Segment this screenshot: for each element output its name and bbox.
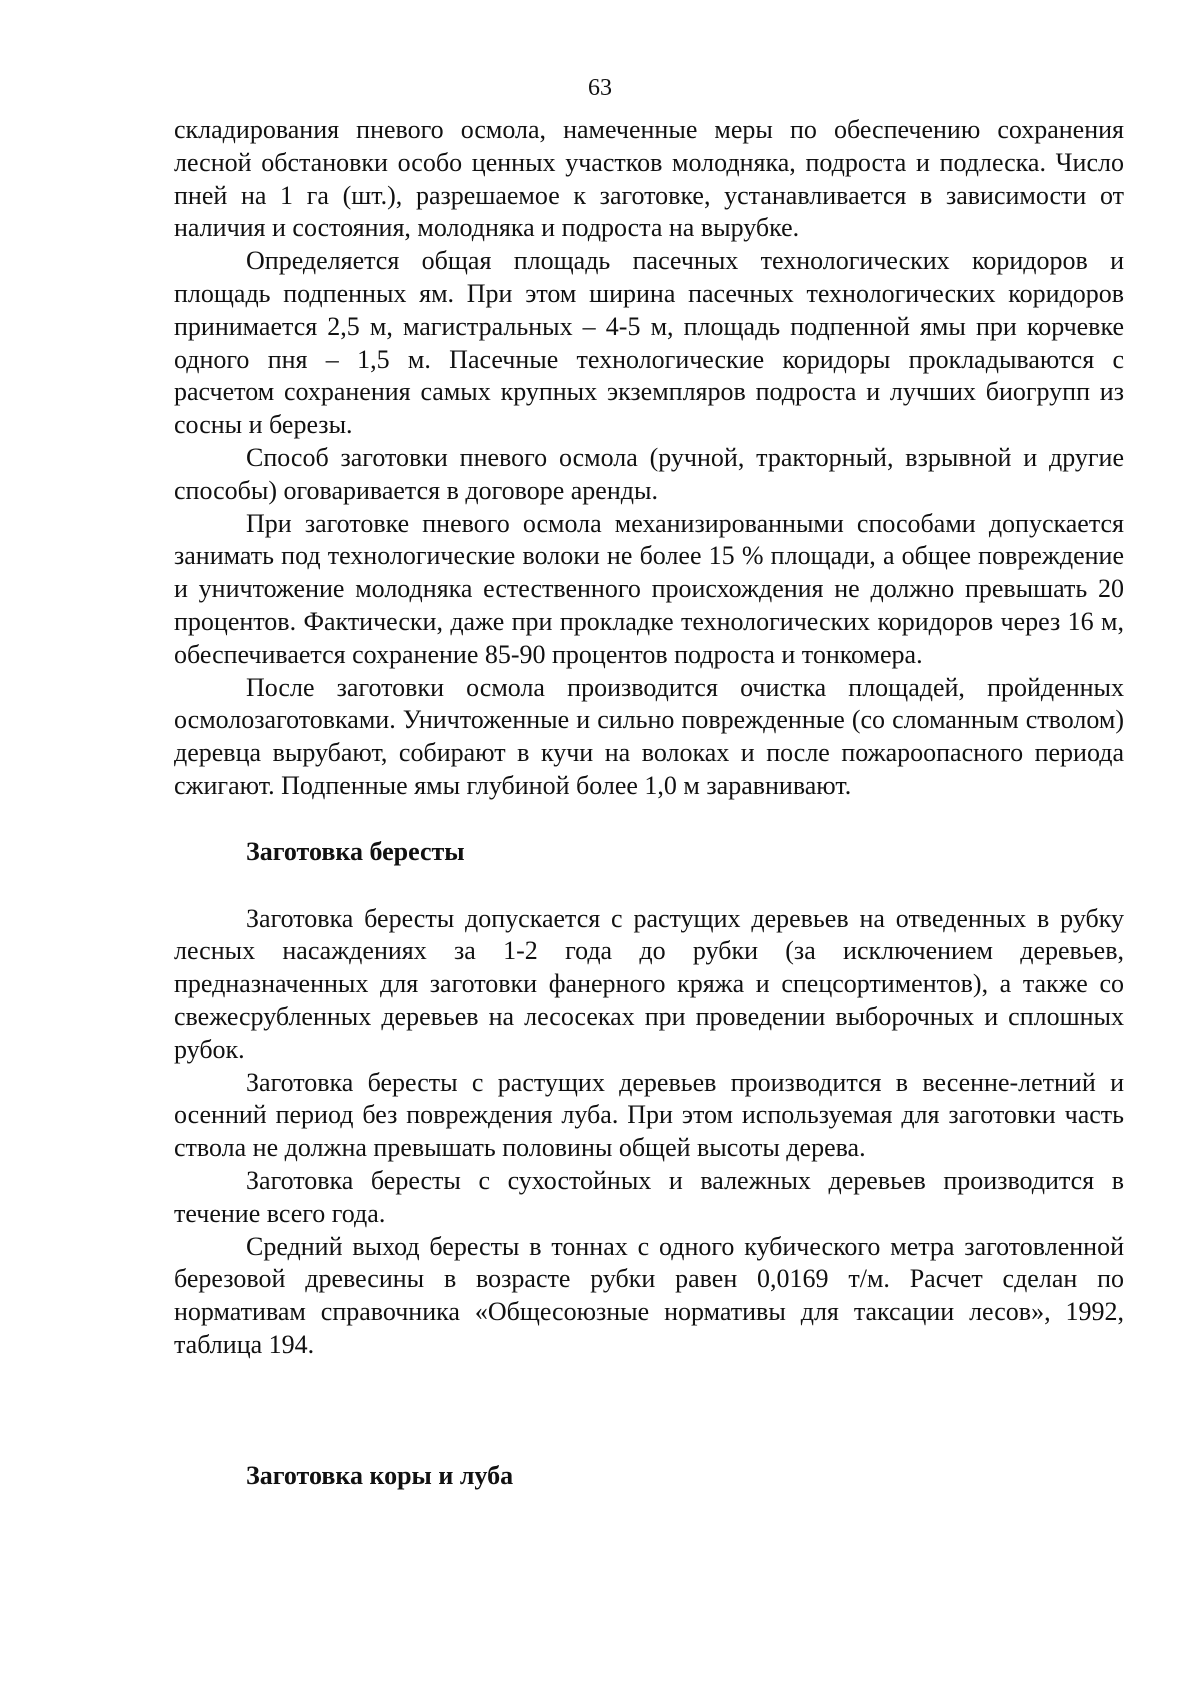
paragraph: Заготовка бересты допускается с растущих деревьев на отведенных в рубку лесных насаждениях за 1-2 года до рубки (за исключением деревьев, предназначенных для заготовки фанерного кряжа и спецсортиментов), а также со свежесрубленных деревьев на лесосеках при проведении выборочных и сплошных рубок. bbox=[174, 903, 1124, 1064]
section-heading-bark-and-bast: Заготовка коры и луба bbox=[246, 1460, 514, 1490]
paragraph: Средний выход бересты в тоннах с одного кубического метра заготовленной березовой древесины в возрасте рубки равен 0,0169 т/м. Расчет сделан по нормативам справочника «Общесоюзные нормативы для таксации лесов», 1992, таблица 194. bbox=[174, 1231, 1124, 1359]
paragraph: Определяется общая площадь пасечных технологических коридоров и площадь подпенных ям. При этом ширина пасечных технологических коридоров принимается 2,5 м, магистральных – 4-5 м, площадь подпенной ямы при корчевке одного пня – 1,5 м. Пасечные технологические коридоры прокладываются с расчетом сохранения самых крупных экземпляров подроста и лучших биогрупп из сосны и березы. bbox=[174, 246, 1124, 440]
paragraph: При заготовке пневого осмола механизированными способами допускается занимать под технологические волоки не более 15 % площади, а общее повреждение и уничтожение молодняка естественного происхождения не должно превышать 20 процентов. Фактически, даже при прокладке технологических коридоров через 16 м, обеспечивается сохранение 85-90 процентов подроста и тонкомера. bbox=[174, 508, 1124, 669]
section-heading-birch-bark: Заготовка бересты bbox=[246, 836, 465, 866]
paragraph: Заготовка бересты с растущих деревьев производится в весенне-летний и осенний период без повреждения луба. При этом используемая для заготовки часть ствола не должна превышать половины общей высоты дерева. bbox=[174, 1067, 1124, 1163]
spacer bbox=[174, 1362, 1124, 1460]
paragraph: Заготовка бересты с сухостойных и валежных деревьев производится в течение всего года. bbox=[174, 1165, 1124, 1228]
spacer bbox=[174, 869, 1124, 903]
spacer bbox=[174, 803, 1124, 836]
page-number: 63 bbox=[588, 75, 612, 101]
paragraph: Способ заготовки пневого осмола (ручной, тракторный, взрывной и другие способы) оговаривается в договоре аренды. bbox=[174, 442, 1124, 505]
paragraph: складирования пневого осмола, намеченные меры по обеспечению сохранения лесной обстановки особо ценных участков молодняка, подроста и подлеска. Число пней на 1 га (шт.), разрешаемое к заготовке, устанавливается в зависимости от наличия и состояния, молодняка и подроста на вырубке. bbox=[174, 115, 1124, 243]
paragraph: После заготовки осмола производится очистка площадей, пройденных осмолозаготовками. Уничтоженные и сильно поврежденные (со сломанным стволом) деревца вырубают, собирают в кучи на волоках и после пожароопасного периода сжигают. Подпенные ямы глубиной более 1,0 м заравнивают. bbox=[174, 672, 1124, 800]
document-body bbox=[174, 114, 1124, 1492]
